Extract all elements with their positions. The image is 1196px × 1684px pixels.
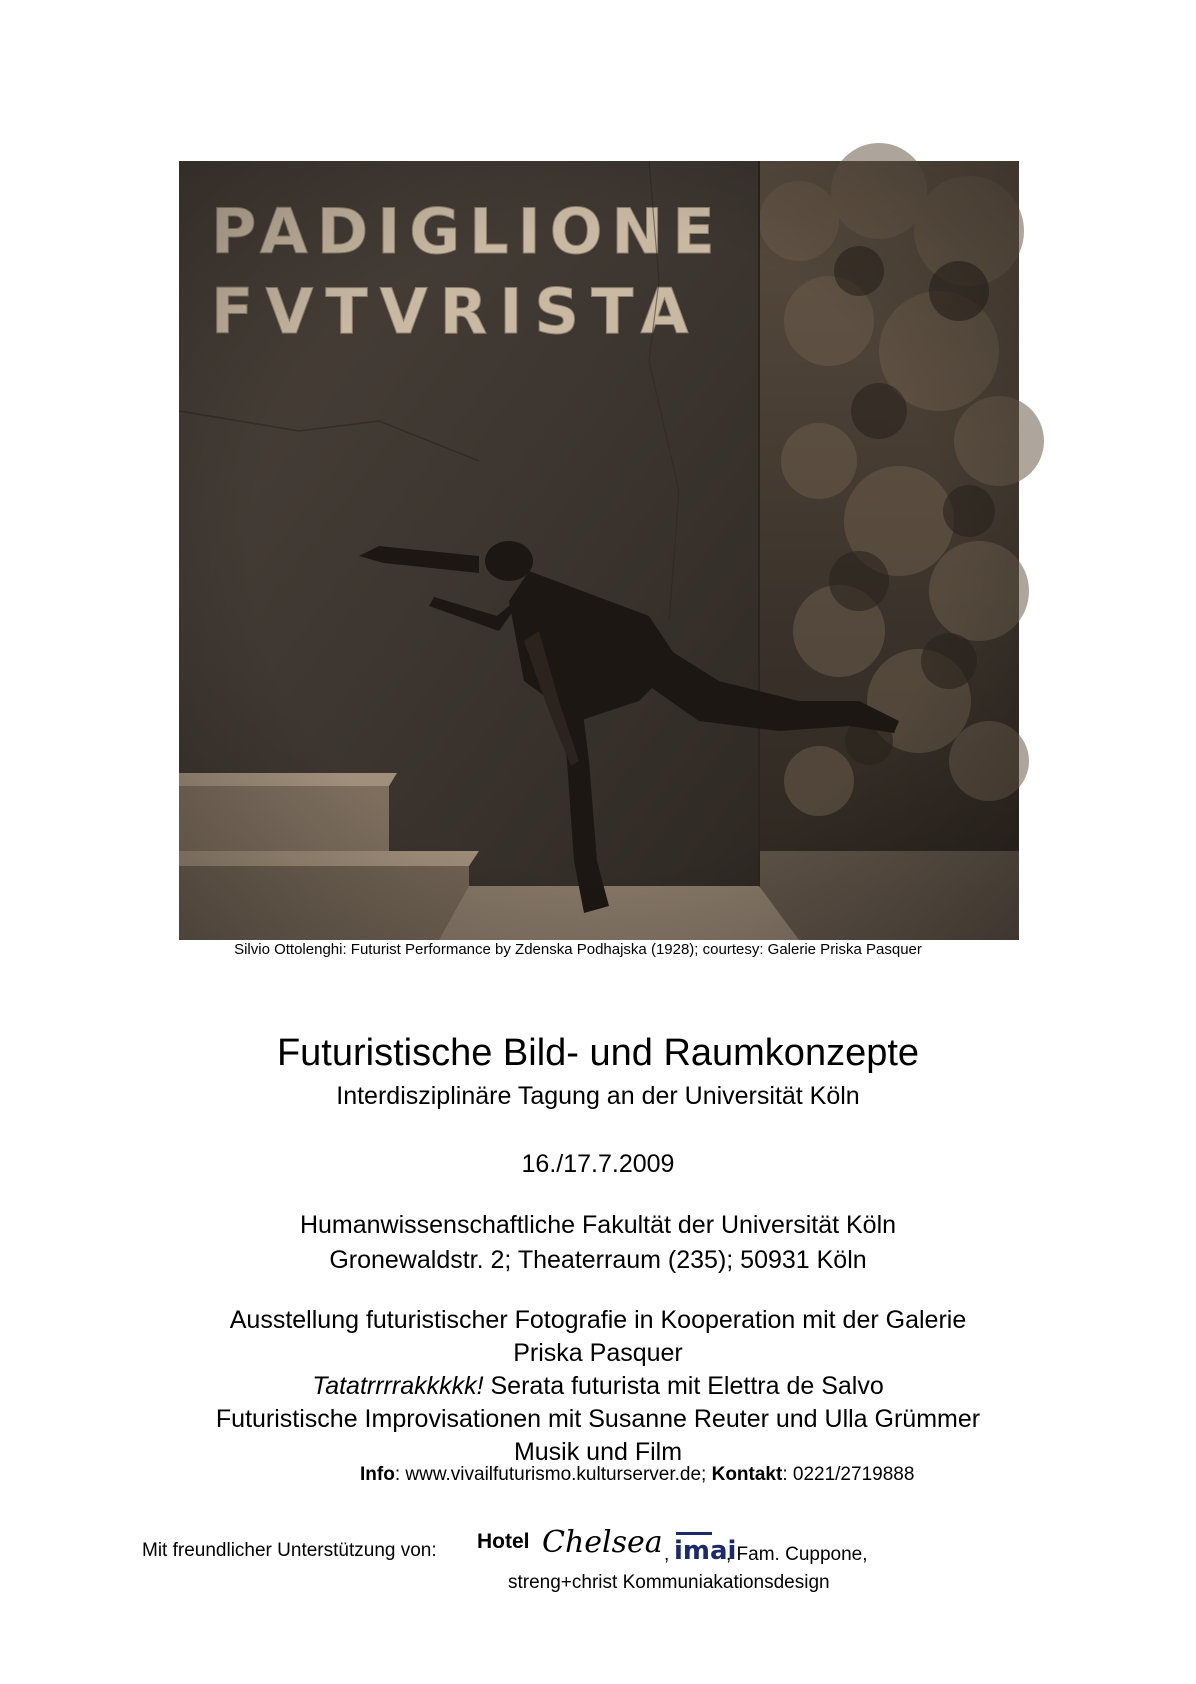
sponsors-line-2: streng+christ Kommuniakationsdesign [508, 1572, 830, 1593]
contact-line [360, 1462, 914, 1488]
serata-text: Serata futurista mit Elettra de Salvo [483, 1372, 884, 1400]
program-block [0, 1304, 1196, 1469]
sponsors-intro: Mit freundlicher Unterstützung von: [142, 1540, 437, 1561]
event-subtitle: Interdisziplinäre Tagung an der Universität Köln [336, 1082, 860, 1110]
svg-text:Chelsea: Chelsea [541, 1525, 663, 1560]
hotel-chelsea-logo [477, 1525, 663, 1562]
event-date: 16./17.7.2009 [521, 1150, 675, 1178]
sponsors-tail: , Fam. Cuppone, [726, 1544, 868, 1565]
imai-logo [674, 1532, 737, 1566]
program-exhibition-line-1: Ausstellung futuristischer Fotografie in Kooperation mit der Galerie [229, 1306, 967, 1334]
info-label: Info [360, 1464, 395, 1485]
photo-caption: Silvio Ottolenghi: Futurist Performance by Zdenska Podhajska (1928); courtesy: Galerie Priska Pasquer [234, 941, 922, 958]
venue-line-1: Humanwissenschaftliche Fakultät der Universität Köln [299, 1211, 897, 1239]
hotel-word: Hotel [477, 1530, 530, 1553]
chelsea-script-logo [540, 1525, 663, 1562]
contact-label: Kontakt [711, 1464, 783, 1485]
event-title: Futuristische Bild- und Raumkonzepte [276, 1032, 920, 1074]
sponsor-comma: , [664, 1544, 670, 1565]
program-music-film: Musik und Film [513, 1438, 683, 1466]
serata-title: Tatatrrrrakkkkk! [312, 1372, 484, 1400]
venue-line-2: Gronewaldstr. 2; Theaterraum (235); 50931 Köln [329, 1246, 867, 1274]
program-improvisations: Futuristische Improvisationen mit Susanne Reuter und Ulla Grümmer [215, 1405, 981, 1433]
program-exhibition-line-2: Priska Pasquer [513, 1339, 683, 1367]
program-serata [0, 1370, 1196, 1403]
contact-phone: : 0221/2719888 [782, 1464, 915, 1485]
hero-photo [179, 161, 1019, 940]
svg-text:imai: imai [674, 1536, 737, 1566]
venue-block [0, 1208, 1196, 1278]
info-url[interactable]: : www.vivailfuturismo.kulturserver.de; [394, 1464, 712, 1485]
